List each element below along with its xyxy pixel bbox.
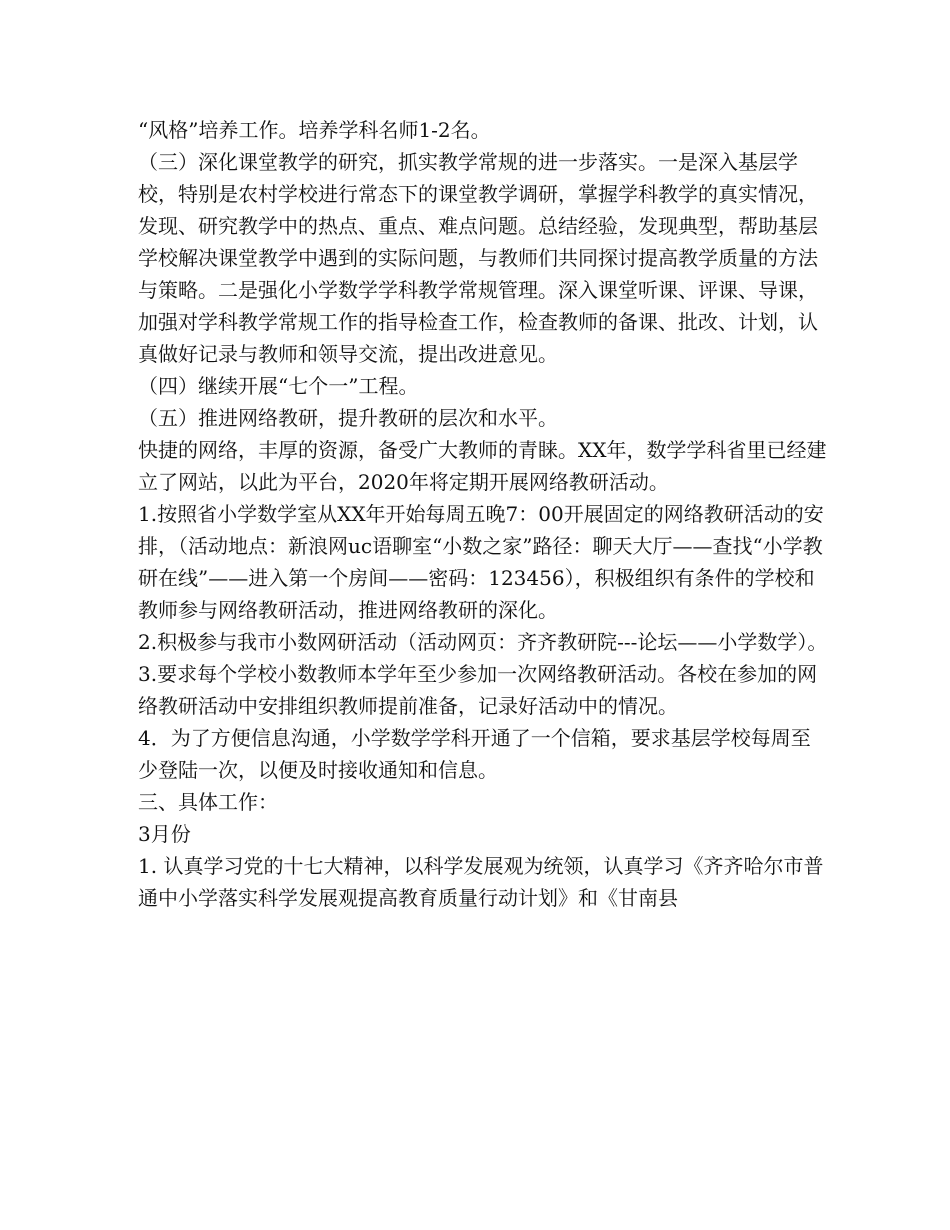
paragraph-continuation: “风格”培养工作。培养学科名师1-2名。 [138, 118, 491, 142]
section-heading-specific-work: 三、具体工作： [138, 790, 278, 814]
month-heading-march: 3月份 [138, 822, 191, 846]
paragraph-section-five: （五）推进网络教研，提升教研的层次和水平。 [138, 406, 558, 430]
paragraph-march-item-1: 1. 认真学习党的十七大精神，以科学发展观为统领，认真学习《齐齐哈尔市普通中小学落实科学发展观提高教育质量行动计划》和《甘南县 [138, 854, 824, 910]
paragraph-network-intro: 快捷的网络，丰厚的资源，备受广大教师的青睐。XX年，数学学科省里已经建立了网站，以此为平台，2020年将定期开展网络教研活动。 [138, 438, 827, 494]
paragraph-item-4: 4．为了方便信息沟通，小学数学学科开通了一个信箱，要求基层学校每周至少登陆一次，以便及时接收通知和信息。 [138, 726, 811, 782]
paragraph-item-1: 1.按照省小学数学室从XX年开始每周五晚7：00开展固定的网络教研活动的安排，（活动地点：新浪网uc语聊室“小数之家”路径：聊天大厅——查找“小学教研在线”——进入第一个房间——密码：123456），积极组织有条件的学校和教师参与网络教研活动，推进网络教研的深化。 [138, 502, 824, 622]
paragraph-section-three: （三）深化课堂教学的研究，抓实教学常规的进一步落实。一是深入基层学校，特别是农村学校进行常态下的课堂教学调研，掌握学科教学的真实情况，发现、研究教学中的热点、重点、难点问题。总结经验，发现典型，帮助基层学校解决课堂教学中遇到的实际问题，与教师们共同探讨提高教学质量的方法与策略。二是强化小学数学学科教学常规管理。深入课堂听课、评课、导课，加强对学科教学常规工作的指导检查工作，检查教师的备课、批改、计划，认真做好记录与教师和领导交流，提出改进意见。 [138, 150, 818, 366]
paragraph-item-3: 3.要求每个学校小数教师本学年至少参加一次网络教研活动。各校在参加的网络教研活动中安排组织教师提前准备，记录好活动中的情况。 [138, 662, 818, 718]
document-page [138, 114, 828, 914]
paragraph-section-four: （四）继续开展“七个一”工程。 [138, 374, 419, 398]
paragraph-item-2: 2.积极参与我市小数网研活动（活动网页：齐齐教研院---论坛——小学数学）。 [138, 630, 828, 654]
